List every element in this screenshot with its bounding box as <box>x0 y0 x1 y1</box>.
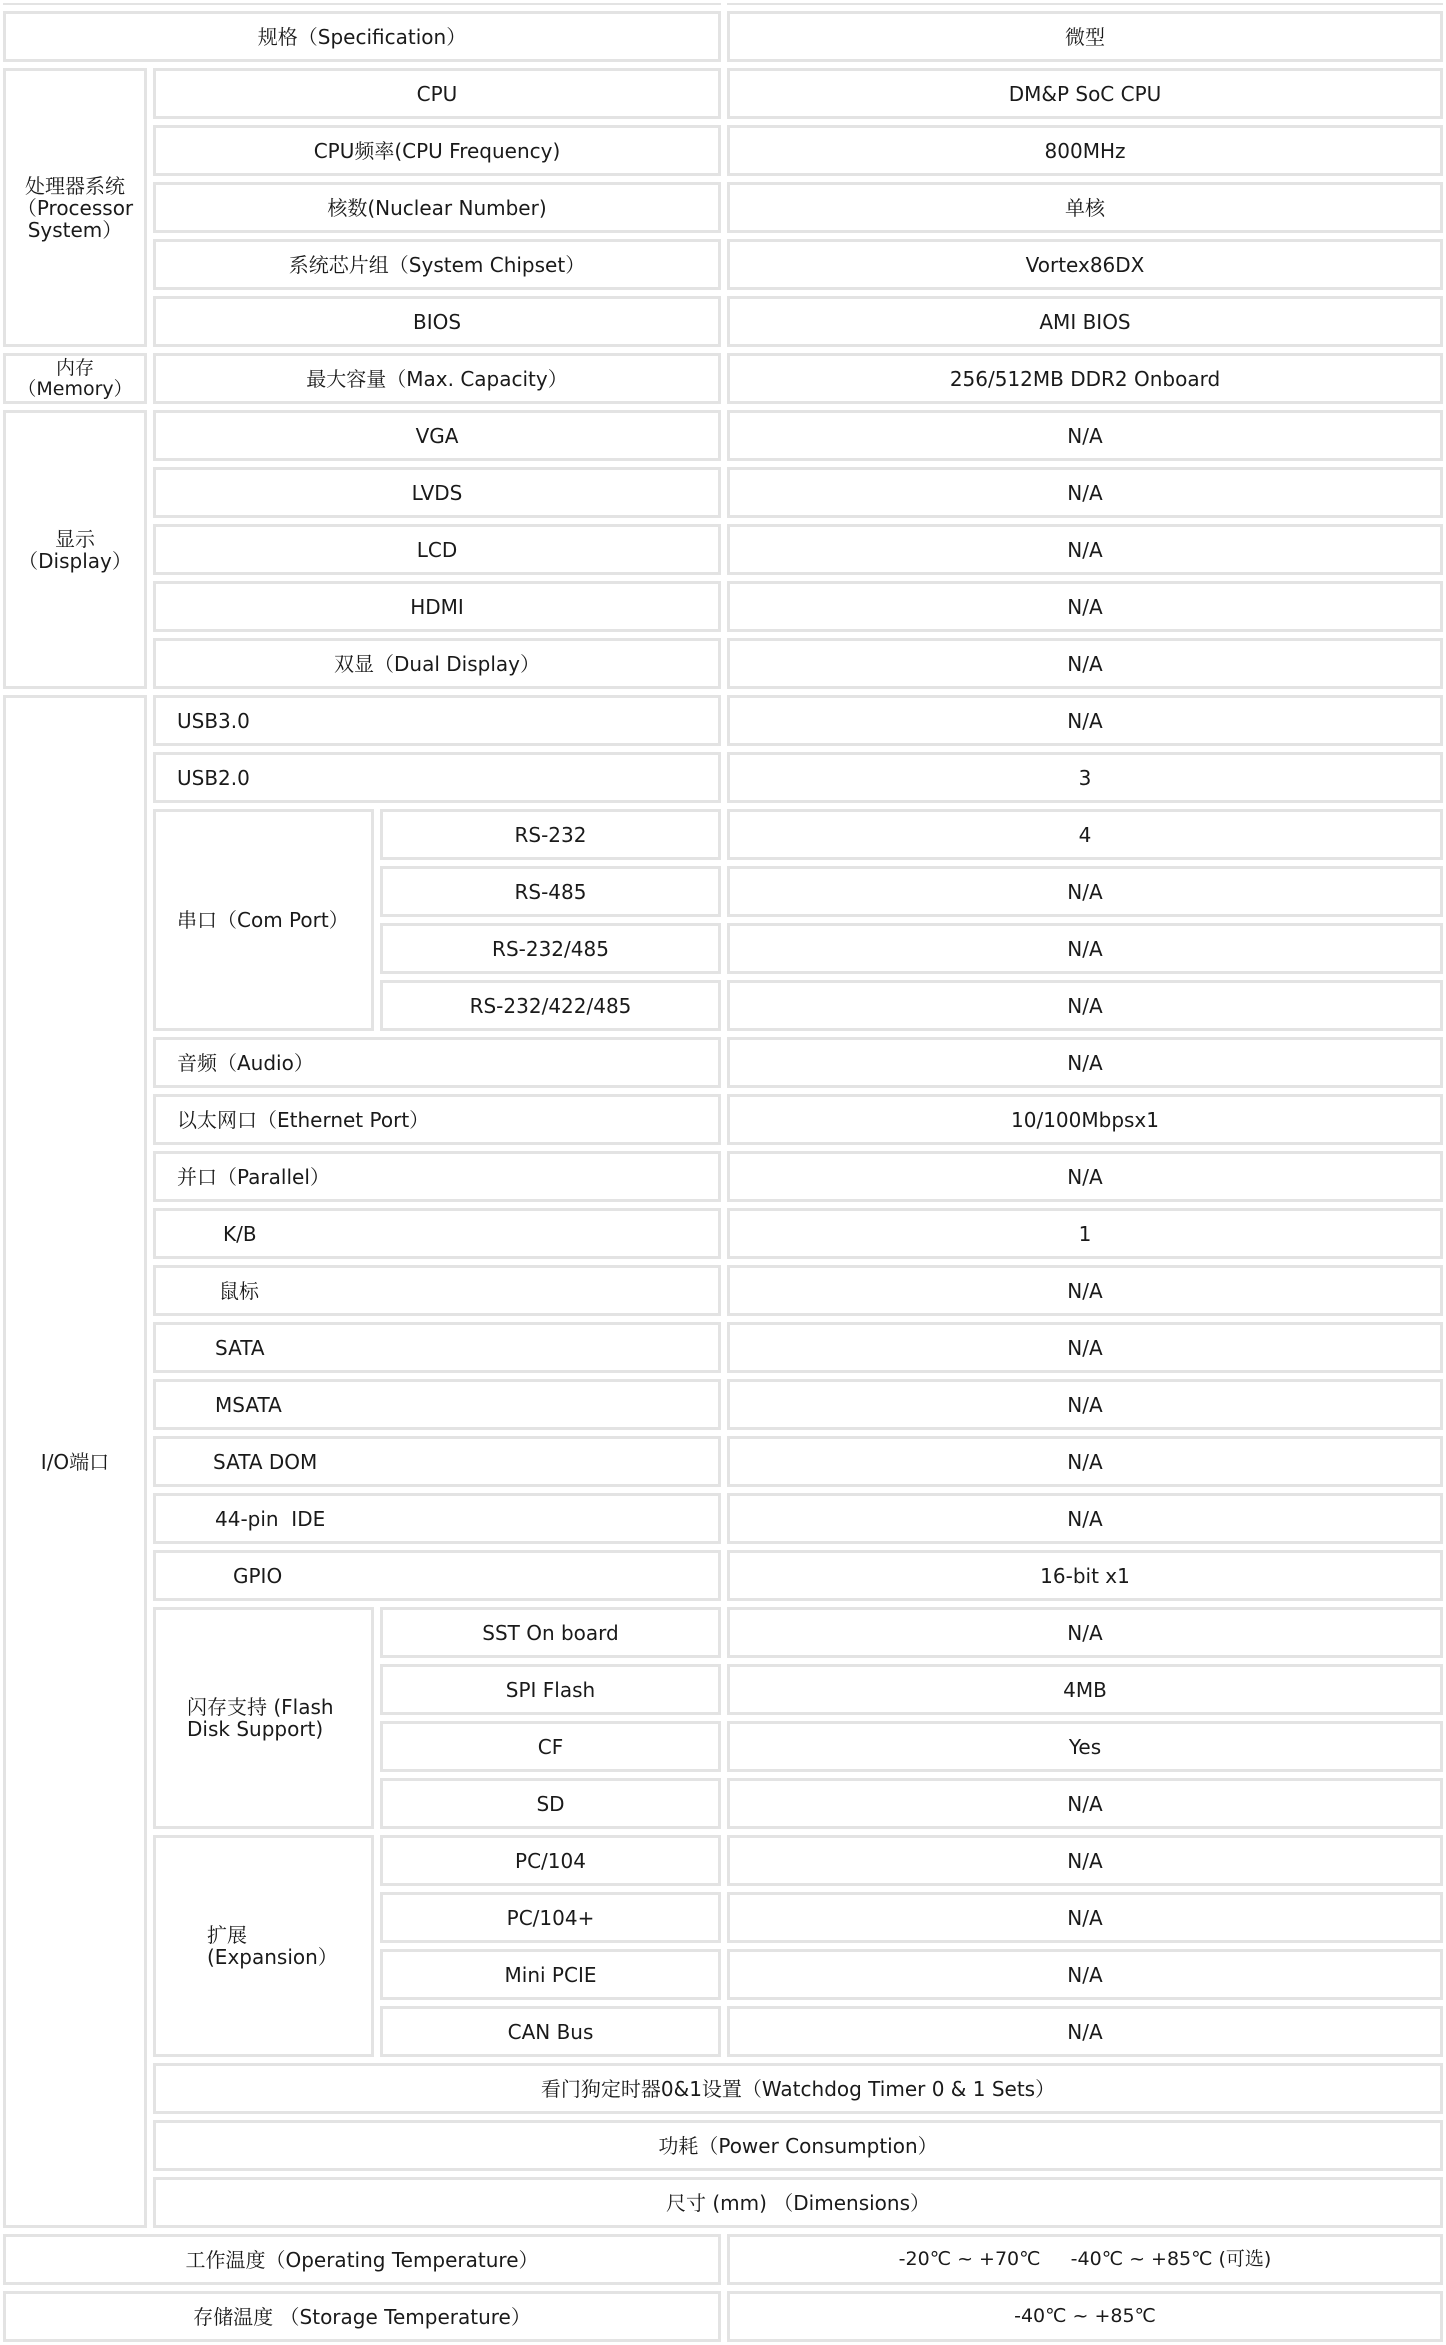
row-label: 双显（Dual Display） <box>150 635 724 692</box>
table-row <box>0 1262 1446 1319</box>
row-value: -20℃ ~ +70℃ -40℃ ~ +85℃ (可选) <box>724 2231 1446 2288</box>
row-label: GPIO <box>150 1547 724 1604</box>
row-value: N/A <box>724 1262 1446 1319</box>
row-label: PC/104+ <box>377 1889 724 1946</box>
row-label: SPI Flash <box>377 1661 724 1718</box>
table-row <box>0 2117 1446 2174</box>
row-label: VGA <box>150 407 724 464</box>
table-row <box>0 521 1446 578</box>
row-value: 3 <box>724 749 1446 806</box>
row-value: N/A <box>724 464 1446 521</box>
row-value: N/A <box>724 977 1446 1034</box>
row-label: SST On board <box>377 1604 724 1661</box>
row-label: 44-pin IDE <box>150 1490 724 1547</box>
row-value: N/A <box>724 1433 1446 1490</box>
row-label: SD <box>377 1775 724 1832</box>
table-row <box>0 122 1446 179</box>
row-label: USB3.0 <box>150 692 724 749</box>
row-label: 看门狗定时器0&1设置（Watchdog Timer 0 & 1 Sets） <box>150 2060 1446 2117</box>
row-value: N/A <box>724 1832 1446 1889</box>
row-label: 工作温度（Operating Temperature） <box>0 2231 724 2288</box>
row-value: N/A <box>724 1319 1446 1376</box>
row-value: DM&P SoC CPU <box>724 65 1446 122</box>
row-value: N/A <box>724 407 1446 464</box>
table-row <box>0 578 1446 635</box>
table-row <box>0 1205 1446 1262</box>
row-value: 4 <box>724 806 1446 863</box>
row-value: 800MHz <box>724 122 1446 179</box>
table-row <box>0 1319 1446 1376</box>
row-value: Yes <box>724 1718 1446 1775</box>
row-label: HDMI <box>150 578 724 635</box>
row-value: N/A <box>724 1889 1446 1946</box>
spec-header-label: 规格（Specification） <box>0 8 724 65</box>
table-row <box>0 806 1446 863</box>
row-label: RS-232/485 <box>377 920 724 977</box>
table-row <box>0 2060 1446 2117</box>
memory-group-label: 内存（Memory） <box>0 350 150 407</box>
row-label: CPU <box>150 65 724 122</box>
table-row <box>0 635 1446 692</box>
row-value: 4MB <box>724 1661 1446 1718</box>
row-value: AMI BIOS <box>724 293 1446 350</box>
table-row <box>0 2288 1446 2345</box>
table-row <box>0 1091 1446 1148</box>
table-row <box>0 1376 1446 1433</box>
row-label: RS-485 <box>377 863 724 920</box>
table-row <box>0 1433 1446 1490</box>
table-row <box>0 179 1446 236</box>
expansion-label: 扩展 (Expansion） <box>150 1832 377 2060</box>
row-label: K/B <box>150 1205 724 1262</box>
row-label: 最大容量（Max. Capacity） <box>150 350 724 407</box>
top-strip <box>724 0 1446 8</box>
row-label: 尺寸 (mm) （Dimensions） <box>150 2174 1446 2231</box>
row-value: 256/512MB DDR2 Onboard <box>724 350 1446 407</box>
table-row <box>0 1547 1446 1604</box>
row-label: CAN Bus <box>377 2003 724 2060</box>
row-value: 16-bit x1 <box>724 1547 1446 1604</box>
row-value: N/A <box>724 1775 1446 1832</box>
row-value: N/A <box>724 1148 1446 1205</box>
row-value: 单核 <box>724 179 1446 236</box>
row-value: 1 <box>724 1205 1446 1262</box>
row-value: N/A <box>724 521 1446 578</box>
table-row <box>0 1148 1446 1205</box>
row-label: 音频（Audio） <box>150 1034 724 1091</box>
row-value: N/A <box>724 863 1446 920</box>
processor-group-label: 处理器系统（Processor System） <box>0 65 150 350</box>
table-row <box>0 1034 1446 1091</box>
table-row <box>0 65 1446 122</box>
row-value: N/A <box>724 2003 1446 2060</box>
com-port-label: 串口（Com Port） <box>150 806 377 1034</box>
display-group-label: 显示（Display） <box>0 407 150 692</box>
row-value: 10/100Mbpsx1 <box>724 1091 1446 1148</box>
row-label: BIOS <box>150 293 724 350</box>
row-value: -40℃ ~ +85℃ <box>724 2288 1446 2345</box>
io-group-label: I/O端口 <box>0 692 150 2231</box>
table-row <box>0 350 1446 407</box>
row-label: 核数(Nuclear Number) <box>150 179 724 236</box>
row-value: N/A <box>724 1376 1446 1433</box>
row-label: PC/104 <box>377 1832 724 1889</box>
row-label: SATA <box>150 1319 724 1376</box>
row-label: CPU频率(CPU Frequency) <box>150 122 724 179</box>
table-row <box>0 1604 1446 1661</box>
row-label: CF <box>377 1718 724 1775</box>
row-label: 系统芯片组（System Chipset） <box>150 236 724 293</box>
row-value: N/A <box>724 1604 1446 1661</box>
table-row <box>0 2174 1446 2231</box>
row-label: 功耗（Power Consumption） <box>150 2117 1446 2174</box>
table-row <box>0 293 1446 350</box>
header-row <box>0 8 1446 65</box>
row-label: SATA DOM <box>150 1433 724 1490</box>
table-row <box>0 464 1446 521</box>
flash-support-label: 闪存支持 (Flash Disk Support) <box>150 1604 377 1832</box>
table-row <box>0 692 1446 749</box>
row-value: N/A <box>724 692 1446 749</box>
top-strip <box>0 0 724 8</box>
row-value: N/A <box>724 1490 1446 1547</box>
row-value: N/A <box>724 578 1446 635</box>
row-label: Mini PCIE <box>377 1946 724 2003</box>
row-value: Vortex86DX <box>724 236 1446 293</box>
row-label: 存储温度 （Storage Temperature） <box>0 2288 724 2345</box>
row-label: 鼠标 <box>150 1262 724 1319</box>
row-value: N/A <box>724 635 1446 692</box>
table-row <box>0 749 1446 806</box>
row-label: RS-232/422/485 <box>377 977 724 1034</box>
row-label: LCD <box>150 521 724 578</box>
table-row <box>0 1490 1446 1547</box>
table-row <box>0 407 1446 464</box>
row-label: LVDS <box>150 464 724 521</box>
table-row <box>0 2231 1446 2288</box>
row-value: N/A <box>724 1034 1446 1091</box>
row-label: 并口（Parallel） <box>150 1148 724 1205</box>
spec-header-value: 微型 <box>724 8 1446 65</box>
row-value: N/A <box>724 920 1446 977</box>
row-label: RS-232 <box>377 806 724 863</box>
table-row <box>0 236 1446 293</box>
row-value: N/A <box>724 1946 1446 2003</box>
row-label: MSATA <box>150 1376 724 1433</box>
row-label: 以太网口（Ethernet Port） <box>150 1091 724 1148</box>
row-label: USB2.0 <box>150 749 724 806</box>
table-row <box>0 1832 1446 1889</box>
